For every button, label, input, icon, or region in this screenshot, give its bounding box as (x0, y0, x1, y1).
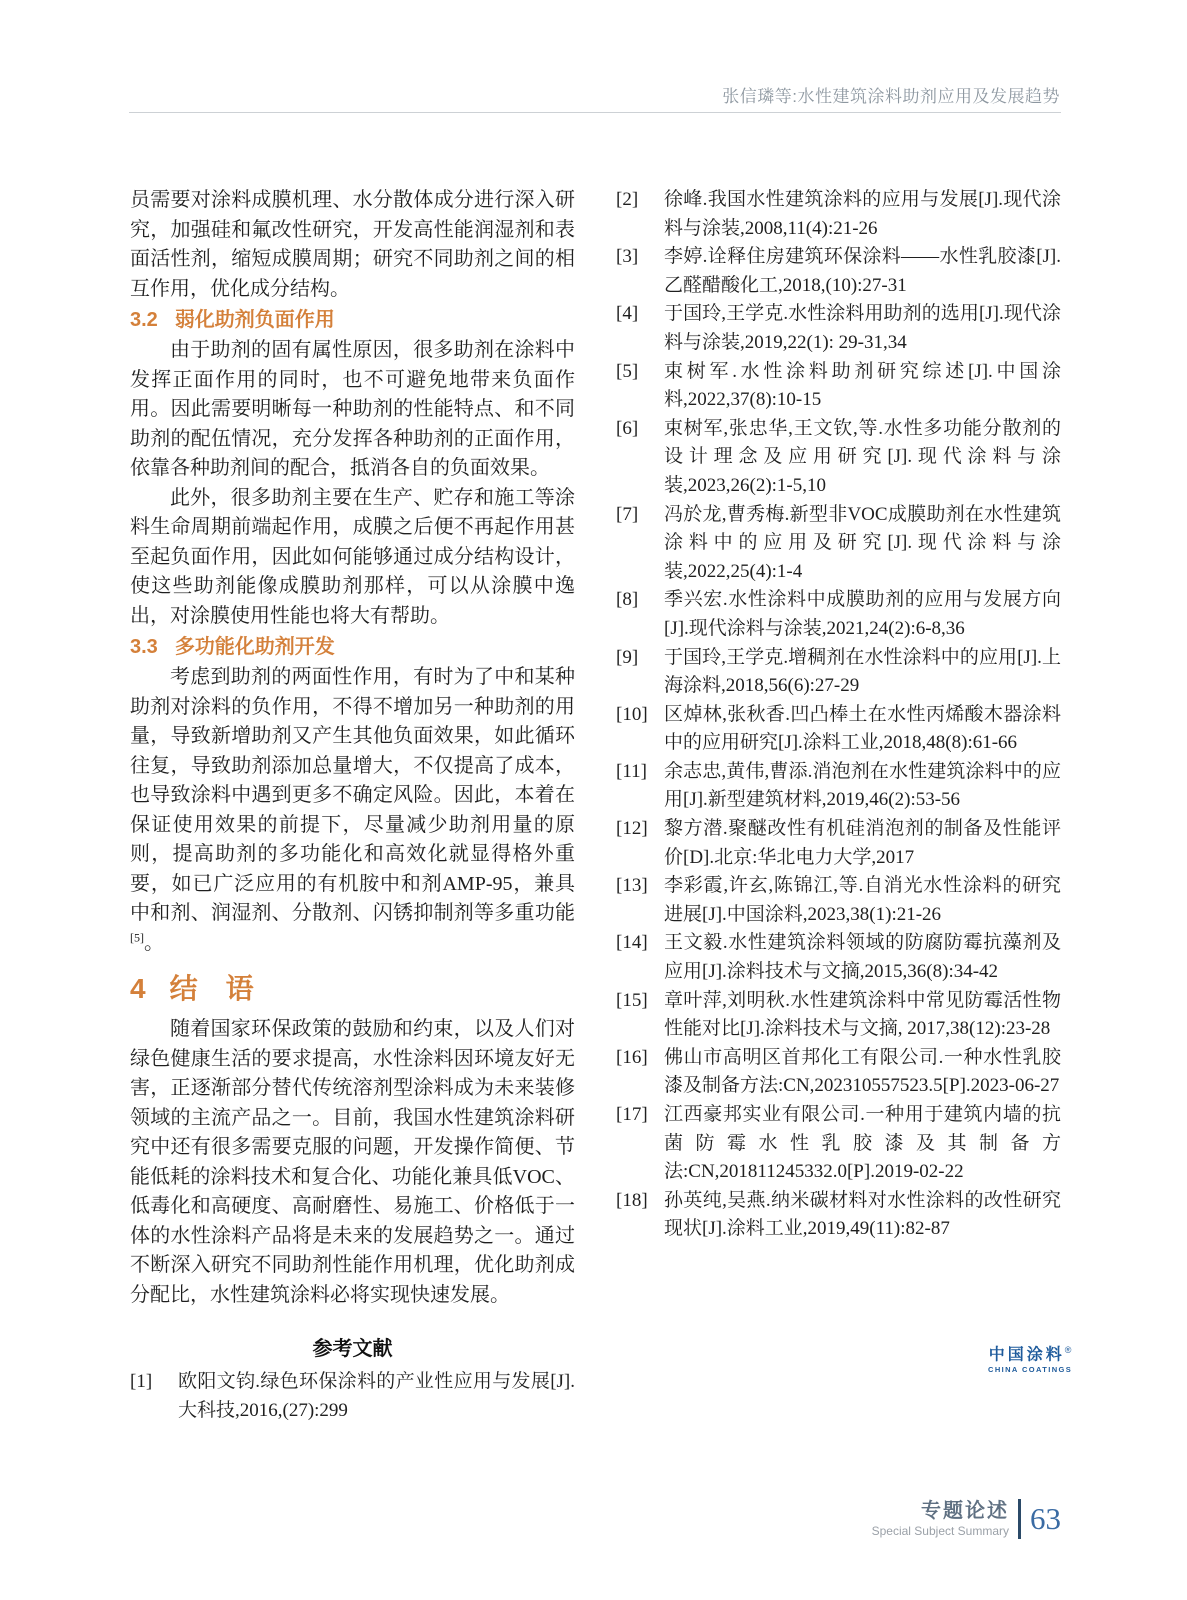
reference-number: [11] (616, 760, 647, 782)
page-footer (872, 1499, 1061, 1539)
reference-item (616, 701, 1061, 758)
reference-item (616, 415, 1061, 501)
paragraph: 随着国家环保政策的鼓励和约束，以及人们对绿色健康生活的要求提高，水性涂料因环境友好无害，正逐渐部分替代传统溶剂型涂料成为未来装修领域的主流产品之一。目前，我国水性建筑涂料研究中还有很多需要克服的问题，开发操作简便、节能低耗的涂料技术和复合化、功能化兼具低VOC、低毒化和高硬度、高耐磨性、易施工、价格低于一体的水性涂料产品将是未来的发展趋势之一。通过不断深入研究不同助剂性能作用机理，优化助剂成分配比，水性建筑涂料必将实现快速发展。 (130, 1018, 575, 1306)
reference-number: [2] (616, 189, 639, 210)
reference-text: 束树军,张忠华,王文钦,等.水性多功能分散剂的设计理念及应用研究[J].现代涂料与涂装,2023,26(2):1-5,10 (664, 417, 1061, 496)
chapter-number: 4 (130, 973, 146, 1004)
reference-number: [5] (616, 360, 639, 382)
reference-number: [3] (616, 246, 639, 268)
reference-number: [7] (616, 503, 639, 525)
reference-text: 欧阳文钧.绿色环保涂料的产业性应用与发展[J].大科技,2016,(27):299 (178, 1371, 575, 1421)
china-coatings-logo (988, 1346, 1072, 1374)
reference-item (616, 758, 1061, 815)
reference-number: [8] (616, 589, 639, 611)
footer-section-en: Special Subject Summary (871, 1524, 1009, 1538)
reference-item (616, 644, 1061, 701)
page-body (130, 186, 1061, 1425)
reference-item (616, 243, 1061, 300)
reference-number: [10] (616, 703, 648, 725)
reference-item (616, 872, 1061, 929)
reference-text: 章叶萍,刘明秋.水性建筑涂料中常见防霉活性物性能对比[J].涂料技术与文摘, 2017,38(12):23-28 (664, 989, 1061, 1040)
right-column (616, 186, 1061, 1425)
reference-number: [15] (616, 989, 648, 1011)
reference-item (616, 358, 1061, 415)
section-number: 3.2 (130, 309, 158, 331)
references-heading: 参考文献 (312, 1338, 393, 1360)
reference-item (616, 929, 1061, 986)
reference-item (616, 1187, 1061, 1244)
reference-item (616, 501, 1061, 587)
reference-item (130, 1368, 575, 1425)
running-title: 张信璘等:水性建筑涂料助剂应用及发展趋势 (722, 87, 1060, 106)
reference-number: [6] (616, 417, 639, 439)
chapter-heading-conclusion (130, 972, 575, 1006)
paragraph-tail: 。 (144, 931, 164, 954)
reference-text: 李婷.诠释住房建筑环保涂料——水性乳胶漆[J].乙醛醋酸化工,2018,(10):27-31 (664, 246, 1061, 296)
section-title: 弱化助剂负面作用 (174, 309, 335, 331)
reference-text: 余志忠,黄伟,曹添.消泡剂在水性建筑涂料中的应用[J].新型建筑材料,2019,46(2):53-56 (664, 760, 1061, 811)
reference-number: [18] (616, 1189, 648, 1211)
registered-trademark-mark: ® (1064, 1345, 1072, 1355)
reference-text: 季兴宏.水性涂料中成膜助剂的应用与发展方向[J].现代涂料与涂装,2021,24(2):6-8,36 (664, 589, 1061, 639)
logo-chinese-name: 中国涂料 (988, 1346, 1065, 1364)
reference-text: 冯於龙,曹秀梅.新型非VOC成膜助剂在水性建筑涂料中的应用及研究[J].现代涂料与涂装,2022,25(4):1-4 (664, 503, 1061, 582)
page-number: 63 (1030, 1501, 1061, 1536)
reference-text: 黎方潜.聚醚改性有机硅消泡剂的制备及性能评价[D].北京:华北电力大学,2017 (664, 818, 1061, 868)
section-heading-3-2 (130, 307, 575, 334)
reference-number: [16] (616, 1046, 648, 1068)
paragraph (130, 663, 575, 958)
reference-text: 束树军.水性涂料助剂研究综述[J].中国涂料,2022,37(8):10-15 (664, 360, 1061, 411)
left-column (130, 186, 575, 1425)
citation-superscript: [5] (130, 929, 144, 944)
reference-number: [17] (616, 1104, 648, 1125)
reference-text: 于国玲,王学克.水性涂料用助剂的选用[J].现代涂料与涂装,2019,22(1): 29-31,34 (664, 303, 1061, 353)
reference-text: 王文毅.水性建筑涂料领域的防腐防霉抗藻剂及应用[J].涂料技术与文摘,2015,36(8):34-42 (664, 932, 1061, 983)
reference-item (616, 300, 1061, 357)
reference-text: 李彩霞,许玄,陈锦江,等.自消光水性涂料的研究进展[J].中国涂料,2023,38(1):21-26 (664, 875, 1061, 925)
footer-section-cn: 专题论述 (921, 1500, 1009, 1522)
reference-text: 于国玲,王学克.增稠剂在水性涂料中的应用[J].上海涂料,2018,56(6):27-29 (664, 646, 1061, 697)
paragraph: 此外，很多助剂主要在生产、贮存和施工等涂料生命周期前端起作用，成膜之后便不再起作用甚至起负面作用，因此如何能够通过成分结构设计，使这些助剂能像成膜助剂那样，可以从涂膜中逸出，对涂膜使用性能也将大有帮助。 (130, 486, 575, 627)
footer-section-labels (872, 1500, 1009, 1538)
reference-text: 江西豪邦实业有限公司.一种用于建筑内墙的抗菌防霉水性乳胶漆及其制备方法:CN,201811245332.0[P].2019-02-22 (664, 1104, 1061, 1183)
reference-item (616, 815, 1061, 872)
reference-number: [4] (616, 303, 639, 325)
reference-item (616, 1044, 1061, 1101)
reference-item (616, 987, 1061, 1044)
footer-divider (1018, 1499, 1021, 1539)
paragraph: 由于助剂的固有属性原因，很多助剂在涂料中发挥正面作用的同时，也不可避免地带来负面作用。因此需要明晰每一种助剂的性能特点、和不同助剂的配伍情况，充分发挥各种助剂的正面作用，依靠各种助剂间的配合，抵消各自的负面效果。 (130, 339, 575, 479)
reference-number: [14] (616, 932, 648, 954)
logo-english-name: CHINA COATINGS (988, 1364, 1073, 1374)
section-heading-3-3 (130, 634, 575, 661)
reference-item (616, 586, 1061, 643)
section-number: 3.3 (130, 636, 158, 658)
reference-number: [1] (130, 1371, 153, 1392)
reference-text: 佛山市高明区首邦化工有限公司.一种水性乳胶漆及制备方法:CN,202310557523.5[P].2023-06-27 (664, 1046, 1061, 1097)
reference-text: 徐峰.我国水性建筑涂料的应用与发展[J].现代涂料与涂装,2008,11(4):21-26 (664, 189, 1061, 239)
header-rule (129, 112, 1061, 113)
reference-number: [13] (616, 875, 648, 897)
chapter-title: 结 语 (169, 973, 254, 1004)
reference-item (616, 186, 1061, 243)
paragraph-continuation: 员需要对涂料成膜机理、水分散体成分进行深入研究，加强硅和氟改性研究，开发高性能润湿剂和表面活性剂，缩短成膜周期；研究不同助剂之间的相互作用，优化成分结构。 (130, 189, 575, 300)
paragraph-text: 考虑到助剂的两面性作用，有时为了中和某种助剂对涂料的负作用，不得不增加另一种助剂的用量，导致新增助剂又产生其他负面效果，如此循环往复，导致助剂添加总量增大，不仅提高了成本，也导致涂料中遇到更多不确定风险。因此，本着在保证使用效果的前提下，尽量减少助剂用量的原则，提高助剂的多功能化和高效化就显得格外重要，如已广泛应用的有机胺中和剂AMP-95，兼具中和剂、润湿剂、分散剂、闪锈抑制剂等多重功能 (130, 666, 575, 924)
reference-item (616, 1101, 1061, 1187)
reference-number: [9] (616, 646, 639, 668)
reference-number: [12] (616, 818, 648, 840)
section-title: 多功能化助剂开发 (174, 636, 335, 658)
reference-text: 区焯林,张秋香.凹凸棒土在水性丙烯酸木器涂料中的应用研究[J].涂料工业,2018,48(8):61-66 (664, 703, 1061, 754)
reference-text: 孙英纯,吴燕.纳米碳材料对水性涂料的改性研究现状[J].涂料工业,2019,49(11):82-87 (664, 1189, 1061, 1240)
